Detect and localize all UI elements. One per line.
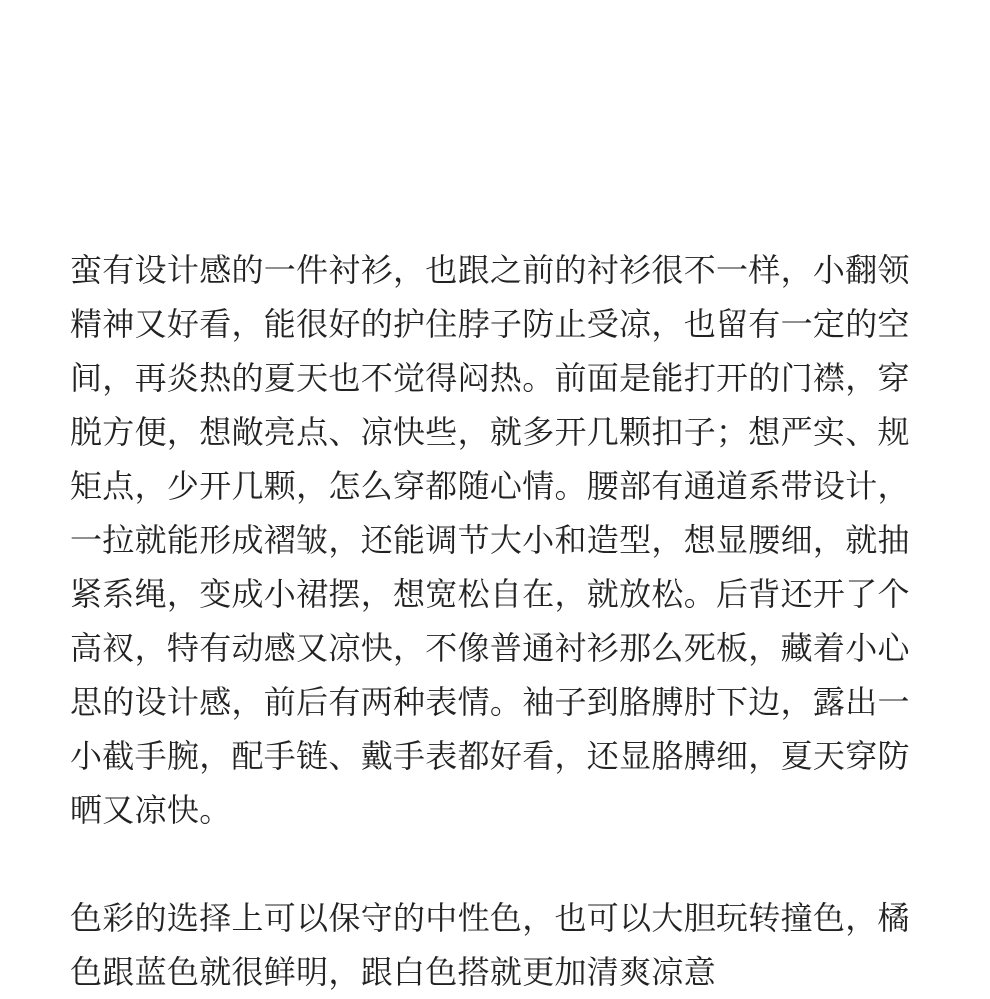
paragraph-spacer <box>70 837 930 891</box>
article-paragraph-design: 蛮有设计感的一件衬衫，也跟之前的衬衫很不一样，小翻领精神又好看，能很好的护住脖子防止受凉，也留有一定的空间，再炎热的夏天也不觉得闷热。前面是能打开的门襟，穿脱方便，想敞亮点、凉快些，就多开几颗扣子；想严实、规矩点，少开几颗，怎么穿都随心情。腰部有通道系带设计，一拉就能形成褶皱，还能调节大小和造型，想显腰细，就抽紧系绳，变成小裙摆，想宽松自在，就放松。后背还开了个高衩，特有动感又凉快，不像普通衬衫那么死板，藏着小心思的设计感，前后有两种表情。袖子到胳膊肘下边，露出一小截手腕，配手链、戴手表都好看，还显胳膊细，夏天穿防晒又凉快。 <box>70 251 910 829</box>
article-body <box>70 243 930 999</box>
article-paragraph-color: 色彩的选择上可以保守的中性色，也可以大胆玩转撞色，橘色跟蓝色就很鲜明，跟白色搭就更加清爽凉意 <box>70 899 910 991</box>
